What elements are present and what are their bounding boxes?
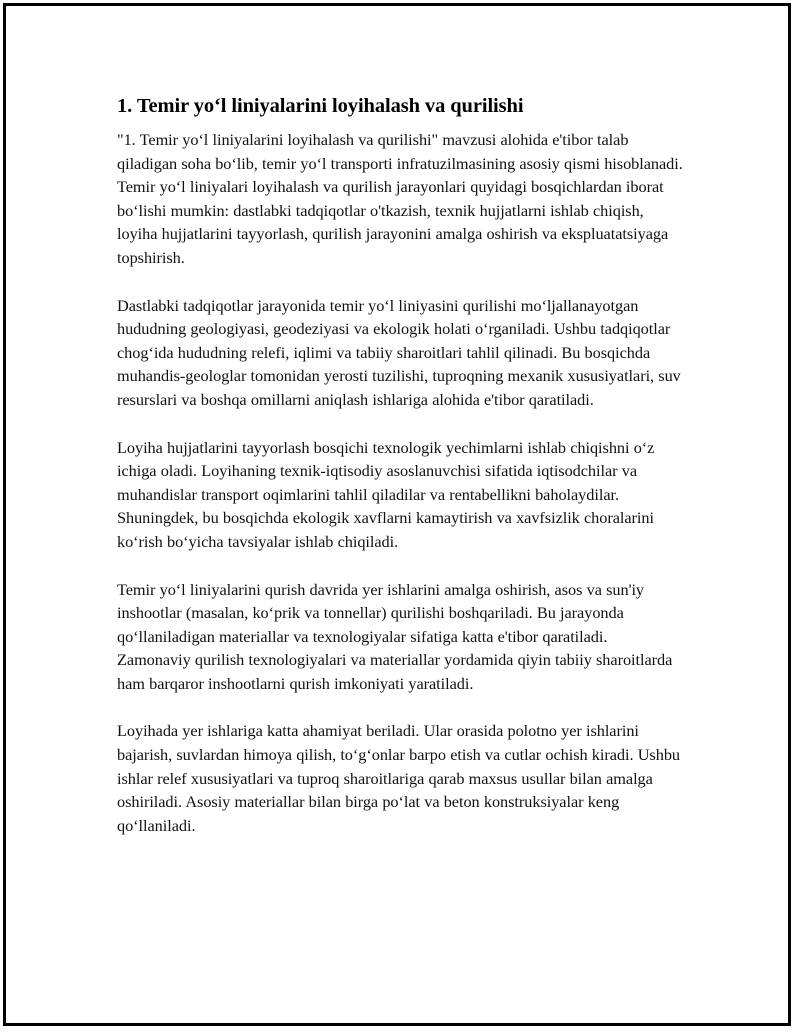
document-heading: 1. Temir yo‘l liniyalarini loyihalash va qurilishi: [117, 95, 524, 117]
document-body: [117, 92, 683, 861]
paragraph-3: Loyiha hujjatlarini tayyorlash bosqichi texnologik yechimlarni ishlab chiqishni o‘z ichiga oladi. Loyihaning texnik-iqtisodiy asoslanuvchisi sifatida iqtisodchilar va muhandislar transport oqimlarini tahlil qiladilar va rentabellikni baholaydilar. Shuningdek, bu bosqichda ekologik xavflarni kamaytirish va xavfsizlik choralarini ko‘rish bo‘yicha tavsiyalar ishlab chiqiladi.: [117, 437, 655, 551]
paragraph-2: Dastlabki tadqiqotlar jarayonida temir yo‘l liniyasini qurilishi mo‘ljallanayotgan hududning geologiyasi, geodeziyasi va ekologik holati o‘rganiladi. Ushbu tadqiqotlar chog‘ida hududning relefi, iqlimi va tabiiy sharoitlari tahlil qilinadi. Bu bosqichda muhandis-geologlar tomonidan yerosti tuzilishi, tuproqning mexanik xususiyatlari, suv resurslari va boshqa omillarni aniqlash ishlariga alohida e'tibor qaratiladi.: [117, 295, 681, 409]
paragraph-5: Loyihada yer ishlariga katta ahamiyat beriladi. Ular orasida polotno yer ishlarini bajarish, suvlardan himoya qilish, to‘g‘onlar barpo etish va cutlar ochish kiradi. Ushbu ishlar relef xususiyatlari va tuproq sharoitlariga qarab maxsus usullar bilan amalga oshiriladi. Asosiy materiallar bilan birga po‘lat va beton konstruksiyalar keng qo‘llaniladi.: [117, 721, 680, 835]
paragraph-4: Temir yo‘l liniyalarini qurish davrida yer ishlarini amalga oshirish, asos va sun'iy inshootlar (masalan, ko‘prik va tonnellar) qurilishi boshqariladi. Bu jarayonda qo‘llaniladigan materiallar va texnologiyalar sifatiga katta e'tibor qaratiladi. Zamonaviy qurilish texnologiyalari va materiallar yordamida qiyin tabiiy sharoitlarda ham barqaror inshootlarni qurish imkoniyati yaratiladi.: [117, 579, 673, 693]
paragraph-1: "1. Temir yo‘l liniyalarini loyihalash va qurilishi" mavzusi alohida e'tibor talab qiladigan soha bo‘lib, temir yo‘l transporti infratuzilmasining asosiy qismi hisoblanadi. Temir yo‘l liniyalari loyihalash va qurilish jarayonlari quyidagi bosqichlardan iborat bo‘lishi mumkin: dastlabki tadqiqotlar o'tkazish, texnik hujjatlarni ishlab chiqish, loyiha hujjatlarini tayyorlash, qurilish jarayonini amalga oshirish va ekspluatatsiyaga topshirish.: [117, 130, 683, 267]
